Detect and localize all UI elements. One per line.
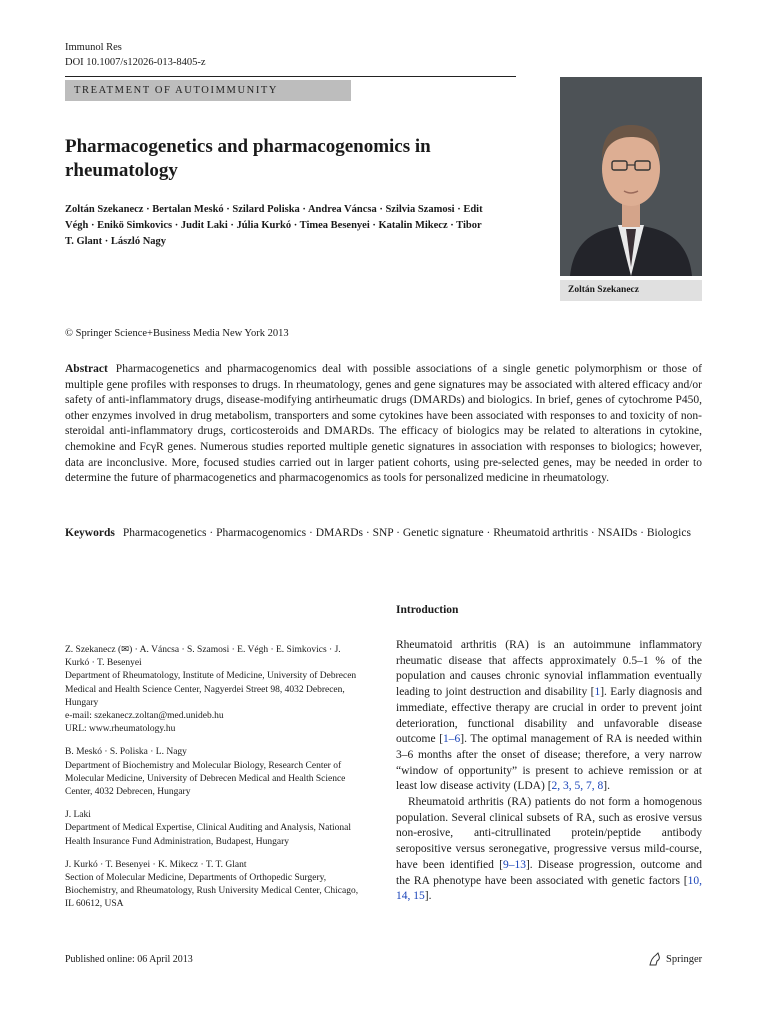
affiliation-names: J. Laki <box>65 810 91 821</box>
article-title: Pharmacogenetics and pharmacogenomics in rheumatology <box>65 136 431 181</box>
journal-name: Immunol Res <box>65 42 122 53</box>
intro-text: ]. <box>424 890 432 903</box>
affiliation-3 <box>65 809 365 849</box>
citation-link[interactable]: 2, 3, 5, 7, 8 <box>551 780 604 793</box>
publisher-logo <box>648 952 702 966</box>
affiliation-names: Z. Szekanecz (✉) · A. Váncsa · S. Szamosi · E. Végh · E. Simkovics · J. Kurkó · T. Besenyei <box>65 645 341 669</box>
introduction-heading: Introduction <box>396 604 459 616</box>
affiliation-dept: Department of Rheumatology, Institute of Medicine, University of Debrecen Medical and Health Science Center, Nagyerdei Street 98, 4032 Debrecen, Hungary <box>65 671 357 708</box>
photo-caption: Zoltán Szekanecz <box>560 280 702 301</box>
author-photo <box>560 77 702 276</box>
affiliation-dept: Section of Molecular Medicine, Departments of Orthopedic Surgery, Biochemistry, and Rheumatology, Rush University Medical Center, Chicago, IL 60612, USA <box>65 873 359 910</box>
copyright: © Springer Science+Business Media New York 2013 <box>65 328 289 339</box>
header-rule <box>65 76 516 77</box>
affiliation-names: B. Meskó · S. Poliska · L. Nagy <box>65 747 187 758</box>
abstract-text: Pharmacogenetics and pharmacogenomics deal with possible associations of a single genetic polymorphism or those of multiple gene profiles with responses to drugs. In rheumatology, genes and gene signatures may be associated with altered efficacy and/or safety of anti-inflammatory drugs, disease-modifying antirheumatic drugs (DMARDs) and biologics. In brief, genes of cytochrome P450, other enzymes involved in drug metabolism, transporters and some cytokines have been associated with responses to and toxicity of non-steroidal anti-inflammatory drugs, corticosteroids and DMARDs. The efficacy of biologics may be related to alterations in cytokine, chemokine and FcγR genes. Numerous studies reported multiple genetic signatures in association with responses to biologics; however, data are inconclusive. More, focused studies carried out in larger patient cohorts, using pre-selected genes, may be needed in order to determine the future of pharmacogenetics and pharmacogenomics as tools for personalized medicine in rheumatology. <box>65 363 702 485</box>
citation-link[interactable]: 1 <box>594 686 601 699</box>
section-label: TREATMENT OF AUTOIMMUNITY <box>65 80 351 101</box>
introduction-body <box>396 638 702 905</box>
affiliations <box>65 644 365 922</box>
intro-text: ]. Disease progression, outcome and the RA phenotype have been associated with genetic factors [ <box>396 858 702 887</box>
citation-link[interactable]: 10, 14, 15 <box>396 874 702 903</box>
affiliation-4 <box>65 859 365 912</box>
citation-link[interactable]: 1–6 <box>443 733 461 746</box>
keywords-label: Keywords <box>65 527 115 539</box>
published-date: Published online: 06 April 2013 <box>65 954 193 965</box>
affiliation-dept: Department of Biochemistry and Molecular Biology, Research Center of Molecular Medicine, University of Debrecen Medical and Health Science Center, 4032 Debrecen, Hungary <box>65 760 346 798</box>
affiliation-url[interactable]: URL: www.rheumatology.hu <box>65 724 176 735</box>
doi[interactable]: DOI 10.1007/s12026-013-8405-z <box>65 57 206 68</box>
author-list: Zoltán Szekanecz · Bertalan Meskó · Szilard Poliska · Andrea Váncsa · Szilvia Szamosi · Edit Végh · Enikö Simkovics · Judit Laki · Júlia Kurkó · Timea Besenyei · Katalin Mikecz · Tibor T. Glant · László Nagy <box>65 204 483 247</box>
keywords-text: Pharmacogenetics · Pharmacogenomics · DMARDs · SNP · Genetic signature · Rheumatoid arthritis · NSAIDs · Biologics <box>122 527 691 539</box>
affiliation-2 <box>65 746 365 799</box>
affiliation-1 <box>65 644 365 736</box>
intro-text: ]. Early diagnosis and immediate, effective therapy are crucial in order to prevent joint deterioration, functional disability and unfavorable disease outcome [ <box>396 686 702 746</box>
springer-horse-icon <box>648 952 662 966</box>
intro-paragraph <box>396 795 702 905</box>
intro-paragraph <box>396 638 702 795</box>
intro-text: ]. <box>603 780 610 793</box>
intro-text: Rheumatoid arthritis (RA) patients do not form a homogenous population. Several clinical subsets of RA, such as erosive versus non-erosive, anti-citrullinated protein/peptide antibody seropositive versus seronegative, progressive versus mild-course, have been identified [ <box>396 796 702 871</box>
citation-link[interactable]: 9–13 <box>502 858 526 871</box>
affiliation-names: J. Kurkó · T. Besenyei · K. Mikecz · T. T. Glant <box>65 859 247 870</box>
publisher-name: Springer <box>666 953 703 965</box>
affiliation-email[interactable]: e-mail: szekanecz.zoltan@med.unideb.hu <box>65 711 224 722</box>
affiliation-dept: Department of Medical Expertise, Clinical Auditing and Analysis, National Health Insurance Fund Administration, Budapest, Hungary <box>65 823 351 847</box>
intro-text: Rheumatoid arthritis (RA) is an autoimmune inflammatory rheumatic disease that affects approximately 0.5–1 % of the population and causes chronic synovial inflammation eventually leading to joint destruction and disability [ <box>396 639 702 699</box>
intro-text: ]. The optimal management of RA is needed within 3–6 months after the onset of disease; therefore, a very narrow “window of opportunity” is present to achieve remission or at least low disease activity (LDA) [ <box>396 733 702 793</box>
keywords <box>65 525 702 541</box>
abstract <box>65 362 702 487</box>
journal-header <box>65 40 206 70</box>
abstract-label: Abstract <box>65 363 108 375</box>
